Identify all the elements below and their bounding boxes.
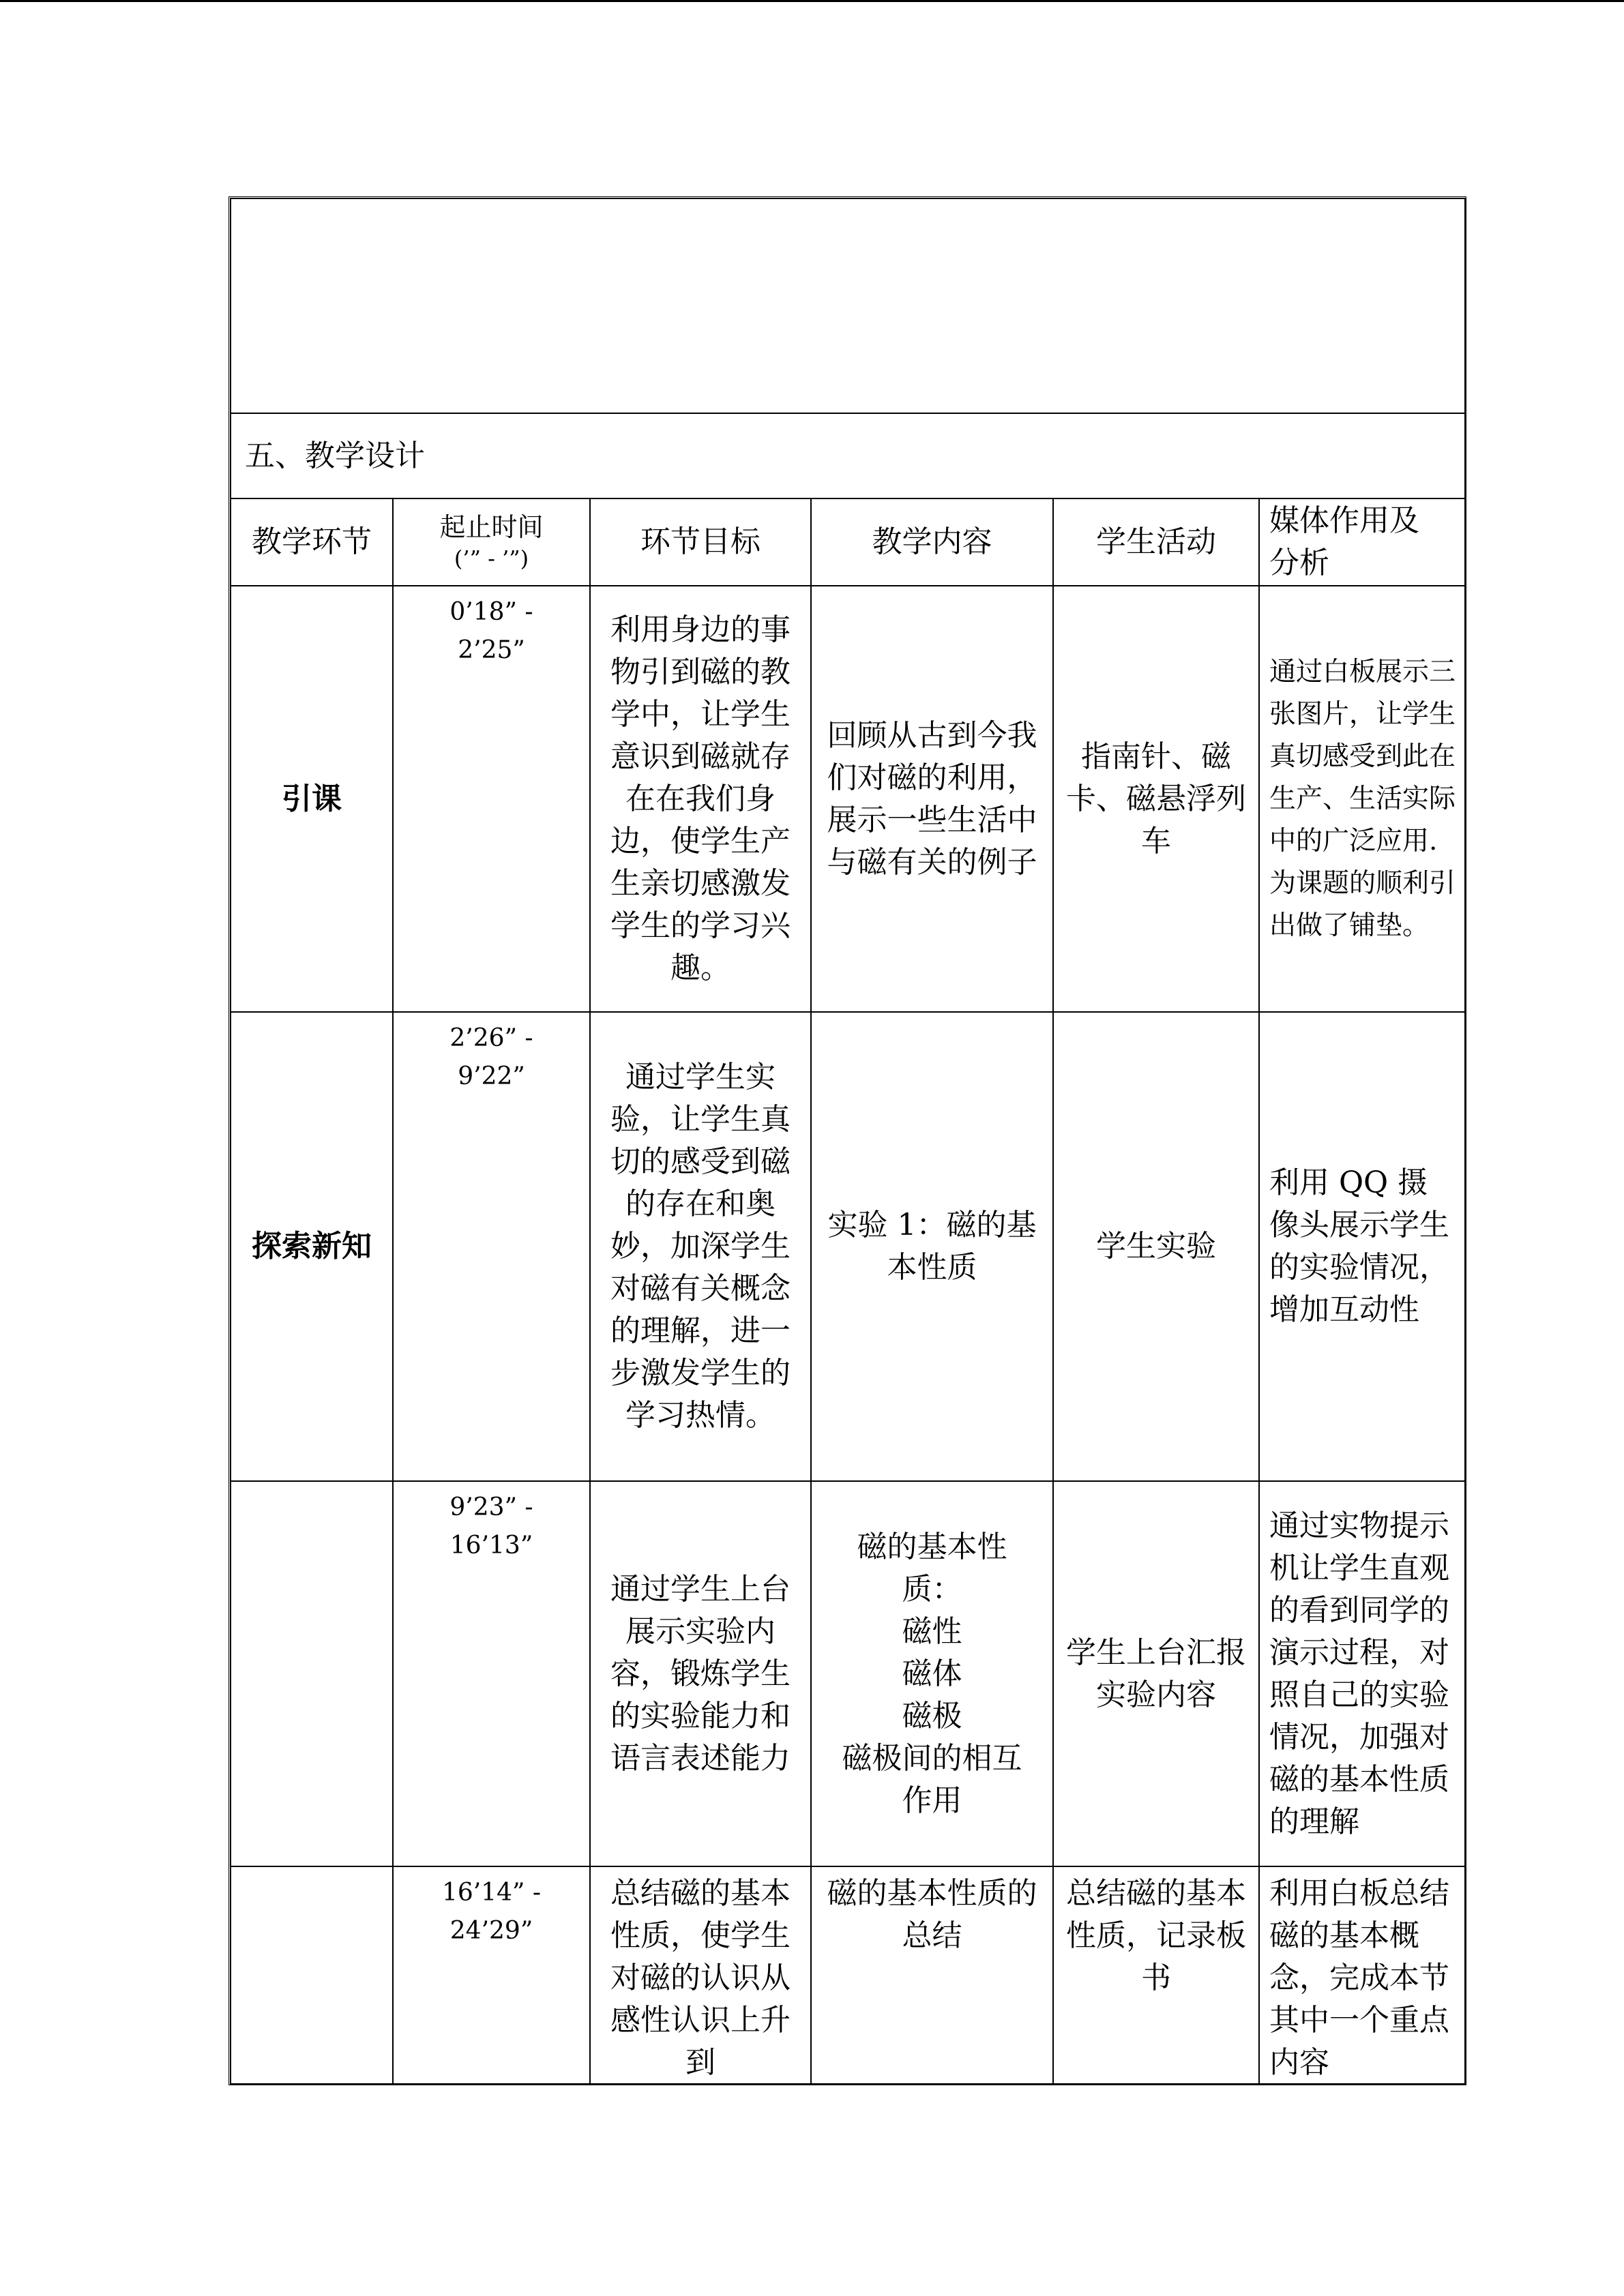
section-title: 五、教学设计: [231, 413, 1466, 498]
table-row: [231, 1481, 1466, 1866]
header-time-line1: 起止时间: [439, 512, 544, 542]
time-end: 24’29”: [449, 1917, 533, 1945]
time-start: 0’18” -: [449, 598, 533, 626]
media-cell: 利用 QQ 摄像头展示学生的实验情况，增加互动性: [1259, 1012, 1466, 1481]
teaching-design-table: [230, 198, 1466, 2085]
table-row: [231, 1866, 1466, 2085]
time-cell: [393, 586, 590, 1012]
content-line: 作用: [902, 1783, 962, 1818]
page-top-border: [0, 0, 1624, 2]
content-line: 磁体: [902, 1656, 962, 1691]
content-cell: 实验 1：磁的基本性质: [811, 1012, 1053, 1481]
stage-cell: 探索新知: [231, 1012, 393, 1481]
header-time-line2: (’” - ’”): [454, 546, 529, 571]
content-line: 磁性: [902, 1613, 962, 1649]
section-title-row: [231, 413, 1466, 498]
header-time: [393, 498, 590, 586]
media-cell: 利用白板总结磁的基本概念，完成本节其中一个重点内容: [1259, 1866, 1466, 2085]
time-start: 2’26” -: [449, 1024, 533, 1052]
header-goal: 环节目标: [590, 498, 811, 586]
time-cell: [393, 1012, 590, 1481]
time-end: 2’25”: [458, 636, 525, 664]
time-cell: [393, 1481, 590, 1866]
header-row: [231, 498, 1466, 586]
header-content: 教学内容: [811, 498, 1053, 586]
goal-cell: 通过学生上台展示实验内容，锻炼学生的实验能力和语言表述能力: [590, 1481, 811, 1866]
content-cell: 回顾从古到今我们对磁的利用，展示一些生活中与磁有关的例子: [811, 586, 1053, 1012]
table-row: [231, 586, 1466, 1012]
activity-cell: 指南针、磁卡、磁悬浮列车: [1053, 586, 1259, 1012]
content-line: 质：: [902, 1571, 962, 1607]
header-media-line2: 分析: [1269, 546, 1329, 580]
stage-cell: [231, 1481, 393, 1866]
content-cell: [811, 1481, 1053, 1866]
content-line: 磁极间的相互: [842, 1740, 1022, 1776]
header-stage: 教学环节: [231, 498, 393, 586]
media-cell: 通过实物提示机让学生直观的看到同学的演示过程，对照自己的实验情况，加强对磁的基本性质的理解: [1259, 1481, 1466, 1866]
goal-cell: 总结磁的基本性质，使学生对磁的认识从感性认识上升到: [590, 1866, 811, 2085]
media-cell: 通过白板展示三张图片，让学生真切感受到此在生产、生活实际中的广泛应用.为课题的顺利引出做了铺垫。: [1259, 586, 1466, 1012]
goal-cell: 利用身边的事物引到磁的教学中，让学生意识到磁就存在在我们身边，使学生产生亲切感激发学生的学习兴趣。: [590, 586, 811, 1012]
time-start: 9’23” -: [449, 1493, 533, 1521]
content-line: 磁极: [902, 1698, 962, 1733]
activity-cell: 总结磁的基本性质，记录板书: [1053, 1866, 1259, 2085]
time-start: 16’14” -: [441, 1879, 542, 1907]
activity-cell: 学生实验: [1053, 1012, 1259, 1481]
header-media-line1: 媒体作用及: [1269, 503, 1419, 538]
blank-row: [231, 198, 1466, 413]
activity-cell: 学生上台汇报实验内容: [1053, 1481, 1259, 1866]
header-media: [1259, 498, 1466, 586]
table-row: [231, 1012, 1466, 1481]
time-end: 16’13”: [449, 1532, 533, 1560]
goal-cell: 通过学生实验，让学生真切的感受到磁的存在和奥妙，加深学生对磁有关概念的理解，进一步激发学生的学习热情。: [590, 1012, 811, 1481]
blank-cell: [231, 198, 1466, 413]
content-cell: 磁的基本性质的总结: [811, 1866, 1053, 2085]
time-end: 9’22”: [458, 1062, 525, 1090]
time-cell: [393, 1866, 590, 2085]
stage-cell: 引课: [231, 586, 393, 1012]
content-line: 磁的基本性: [857, 1529, 1007, 1564]
header-activity: 学生活动: [1053, 498, 1259, 586]
stage-cell: [231, 1866, 393, 2085]
